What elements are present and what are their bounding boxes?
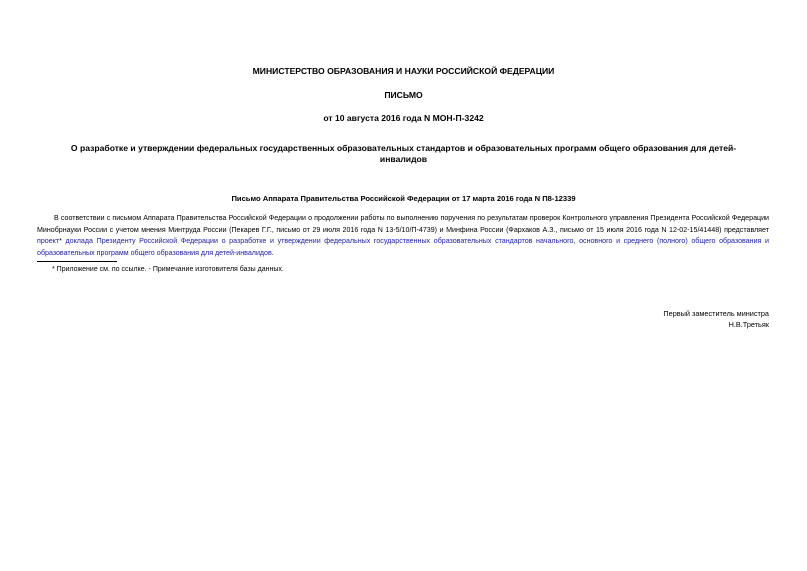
body-text-before: В соответствии с письмом Аппарата Правительства Российской Федерации о продолжении работы по выполнению поручения по результатам проверок Контрольного управления Президента Российской Федерации Минобрнауки России с учетом мнения Минтруда России (Пекарев Г.Г., письмо от 29 июля 2016 года N 13-5/10/П-4739) и Минфина России (Фархаков А.З., письмо от 15 июля 2016 года N 12-02-15/41448) представляет [37,214,769,234]
signature-block [663,308,769,330]
signatory-name: Н.В.Третьяк [728,320,769,329]
footnote-mark: * [59,237,62,246]
body-text-after: . [271,248,274,257]
source-reference: Письмо Аппарата Правительства Российской Федерации от 17 марта 2016 года N П8-12339 [231,194,576,203]
signatory-position: Первый заместитель министра [663,309,769,318]
document-title: О разработке и утверждении федеральных государственных образовательных стандартов и образовательных программ общего образования для детей-инвалидов [70,143,737,164]
body-paragraph [37,213,769,259]
document-date-number: от 10 августа 2016 года N МОН-П-3242 [323,113,484,123]
document-type: ПИСЬМО [384,90,423,100]
ministry-name: МИНИСТЕРСТВО ОБРАЗОВАНИЯ И НАУКИ РОССИЙСКОЙ ФЕДЕРАЦИИ [252,66,555,76]
footnote-divider [37,261,117,262]
report-link[interactable]: доклада Президенту Российской Федерации о разработке и утверждении федеральных государственных образовательных стандартов начального, основного и среднего (полного) общего образования и образовательных программ общего образования для детей-инвалидов [37,237,769,257]
project-link[interactable]: проект [37,237,60,246]
footnote: * Приложение см. по ссылке. - Примечание изготовителя базы данных. [52,266,284,273]
